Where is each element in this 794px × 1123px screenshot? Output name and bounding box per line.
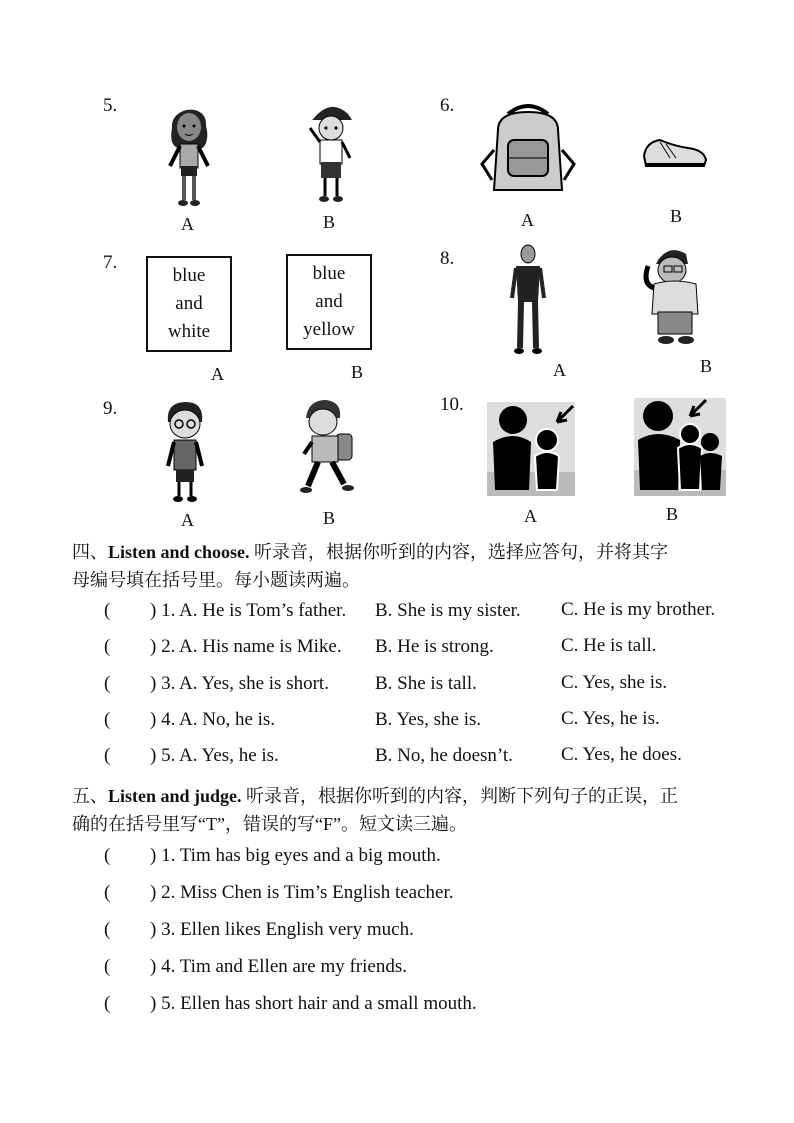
section-number: 四、: [72, 542, 108, 562]
option-label-a: A: [553, 360, 566, 380]
option-label-b: B: [670, 206, 683, 226]
card-text: and: [175, 293, 203, 314]
option-c: C. Yes, he is.: [561, 708, 660, 729]
option-b: B. Yes, she is.: [375, 709, 482, 730]
option-label-a: A: [211, 364, 224, 384]
option-label-a: A: [181, 510, 194, 530]
section-5-heading: [72, 782, 752, 810]
answer-bracket[interactable]: (: [104, 673, 111, 694]
section-4-heading-line-2: 母编号填在括号里。每小题读两遍。: [72, 570, 360, 590]
statement-item: ) 3. Ellen likes English very much.: [150, 919, 414, 940]
statement-item: ) 1. Tim has big eyes and a big mouth.: [150, 845, 441, 866]
silhouette-family-illustration: [487, 402, 575, 496]
option-label-b: B: [666, 504, 679, 524]
card-text: blue: [312, 263, 346, 284]
answer-bracket[interactable]: (: [104, 993, 111, 1014]
section-number: 五、: [72, 786, 108, 806]
question-item: ) 3. A. Yes, she is short.: [150, 673, 329, 694]
card-text: blue: [172, 265, 206, 286]
girl-illustration: [160, 100, 220, 210]
card-text: white: [167, 321, 211, 342]
running-boy-illustration: [296, 398, 362, 500]
option-b: B. She is my sister.: [375, 600, 521, 621]
answer-bracket[interactable]: (: [104, 882, 111, 903]
shoes-illustration: [640, 128, 710, 172]
section-instructions: 听录音，根据你听到的内容，判断下列句子的正误，正: [246, 786, 679, 806]
question-item: ) 2. A. His name is Mike.: [150, 636, 342, 657]
question-number-5: 5.: [103, 95, 118, 116]
section-4-heading: [72, 538, 752, 566]
option-label-a: A: [181, 214, 194, 234]
question-number-9: 9.: [103, 398, 118, 419]
section-5-heading-line-2: 确的在括号里写“T”，错误的写“F”。短文读三遍。: [72, 814, 467, 834]
tall-man-illustration: [508, 244, 548, 356]
question-number-10: 10.: [440, 394, 464, 415]
option-c: C. He is my brother.: [561, 599, 716, 620]
question-item: ) 4. A. No, he is.: [150, 709, 276, 730]
boy-illustration: [304, 98, 359, 206]
silhouette-group-illustration: [634, 398, 726, 496]
statement-item: ) 2. Miss Chen is Tim’s English teacher.: [150, 882, 454, 903]
option-c: C. Yes, she is.: [561, 672, 668, 693]
section-title-en: Listen and judge.: [108, 786, 242, 806]
answer-bracket[interactable]: (: [104, 709, 111, 730]
option-b: B. He is strong.: [375, 636, 494, 657]
option-label-b: B: [700, 356, 713, 376]
backpack-illustration: [478, 100, 578, 200]
card-text: yellow: [303, 319, 355, 340]
answer-bracket[interactable]: (: [104, 956, 111, 977]
statement-item: ) 4. Tim and Ellen are my friends.: [150, 956, 407, 977]
answer-bracket[interactable]: (: [104, 919, 111, 940]
option-label-b: B: [323, 212, 336, 232]
color-card-blue-white: [146, 256, 232, 352]
statement-item: ) 5. Ellen has short hair and a small mouth.: [150, 993, 477, 1014]
option-label-a: A: [521, 210, 534, 230]
question-item: ) 1. A. He is Tom’s father.: [150, 600, 347, 621]
color-card-blue-yellow: [286, 254, 372, 350]
question-number-7: 7.: [103, 252, 118, 273]
answer-bracket[interactable]: (: [104, 636, 111, 657]
question-number-8: 8.: [440, 248, 455, 269]
answer-bracket[interactable]: (: [104, 600, 111, 621]
option-label-a: A: [524, 506, 537, 526]
option-b: B. No, he doesn’t.: [375, 745, 513, 766]
section-title-en: Listen and choose.: [108, 542, 250, 562]
option-label-b: B: [351, 362, 364, 382]
card-text: and: [315, 291, 343, 312]
option-b: B. She is tall.: [375, 673, 477, 694]
boy-glasses-illustration: [160, 400, 210, 504]
option-label-b: B: [323, 508, 336, 528]
question-number-6: 6.: [440, 95, 455, 116]
option-c: C. Yes, he does.: [561, 744, 682, 765]
answer-bracket[interactable]: (: [104, 745, 111, 766]
answer-bracket[interactable]: (: [104, 845, 111, 866]
section-instructions: 听录音，根据你听到的内容，选择应答句，并将其字: [254, 542, 669, 562]
question-item: ) 5. A. Yes, he is.: [150, 745, 279, 766]
strong-boy-illustration: [640, 244, 710, 348]
option-c: C. He is tall.: [561, 635, 657, 656]
